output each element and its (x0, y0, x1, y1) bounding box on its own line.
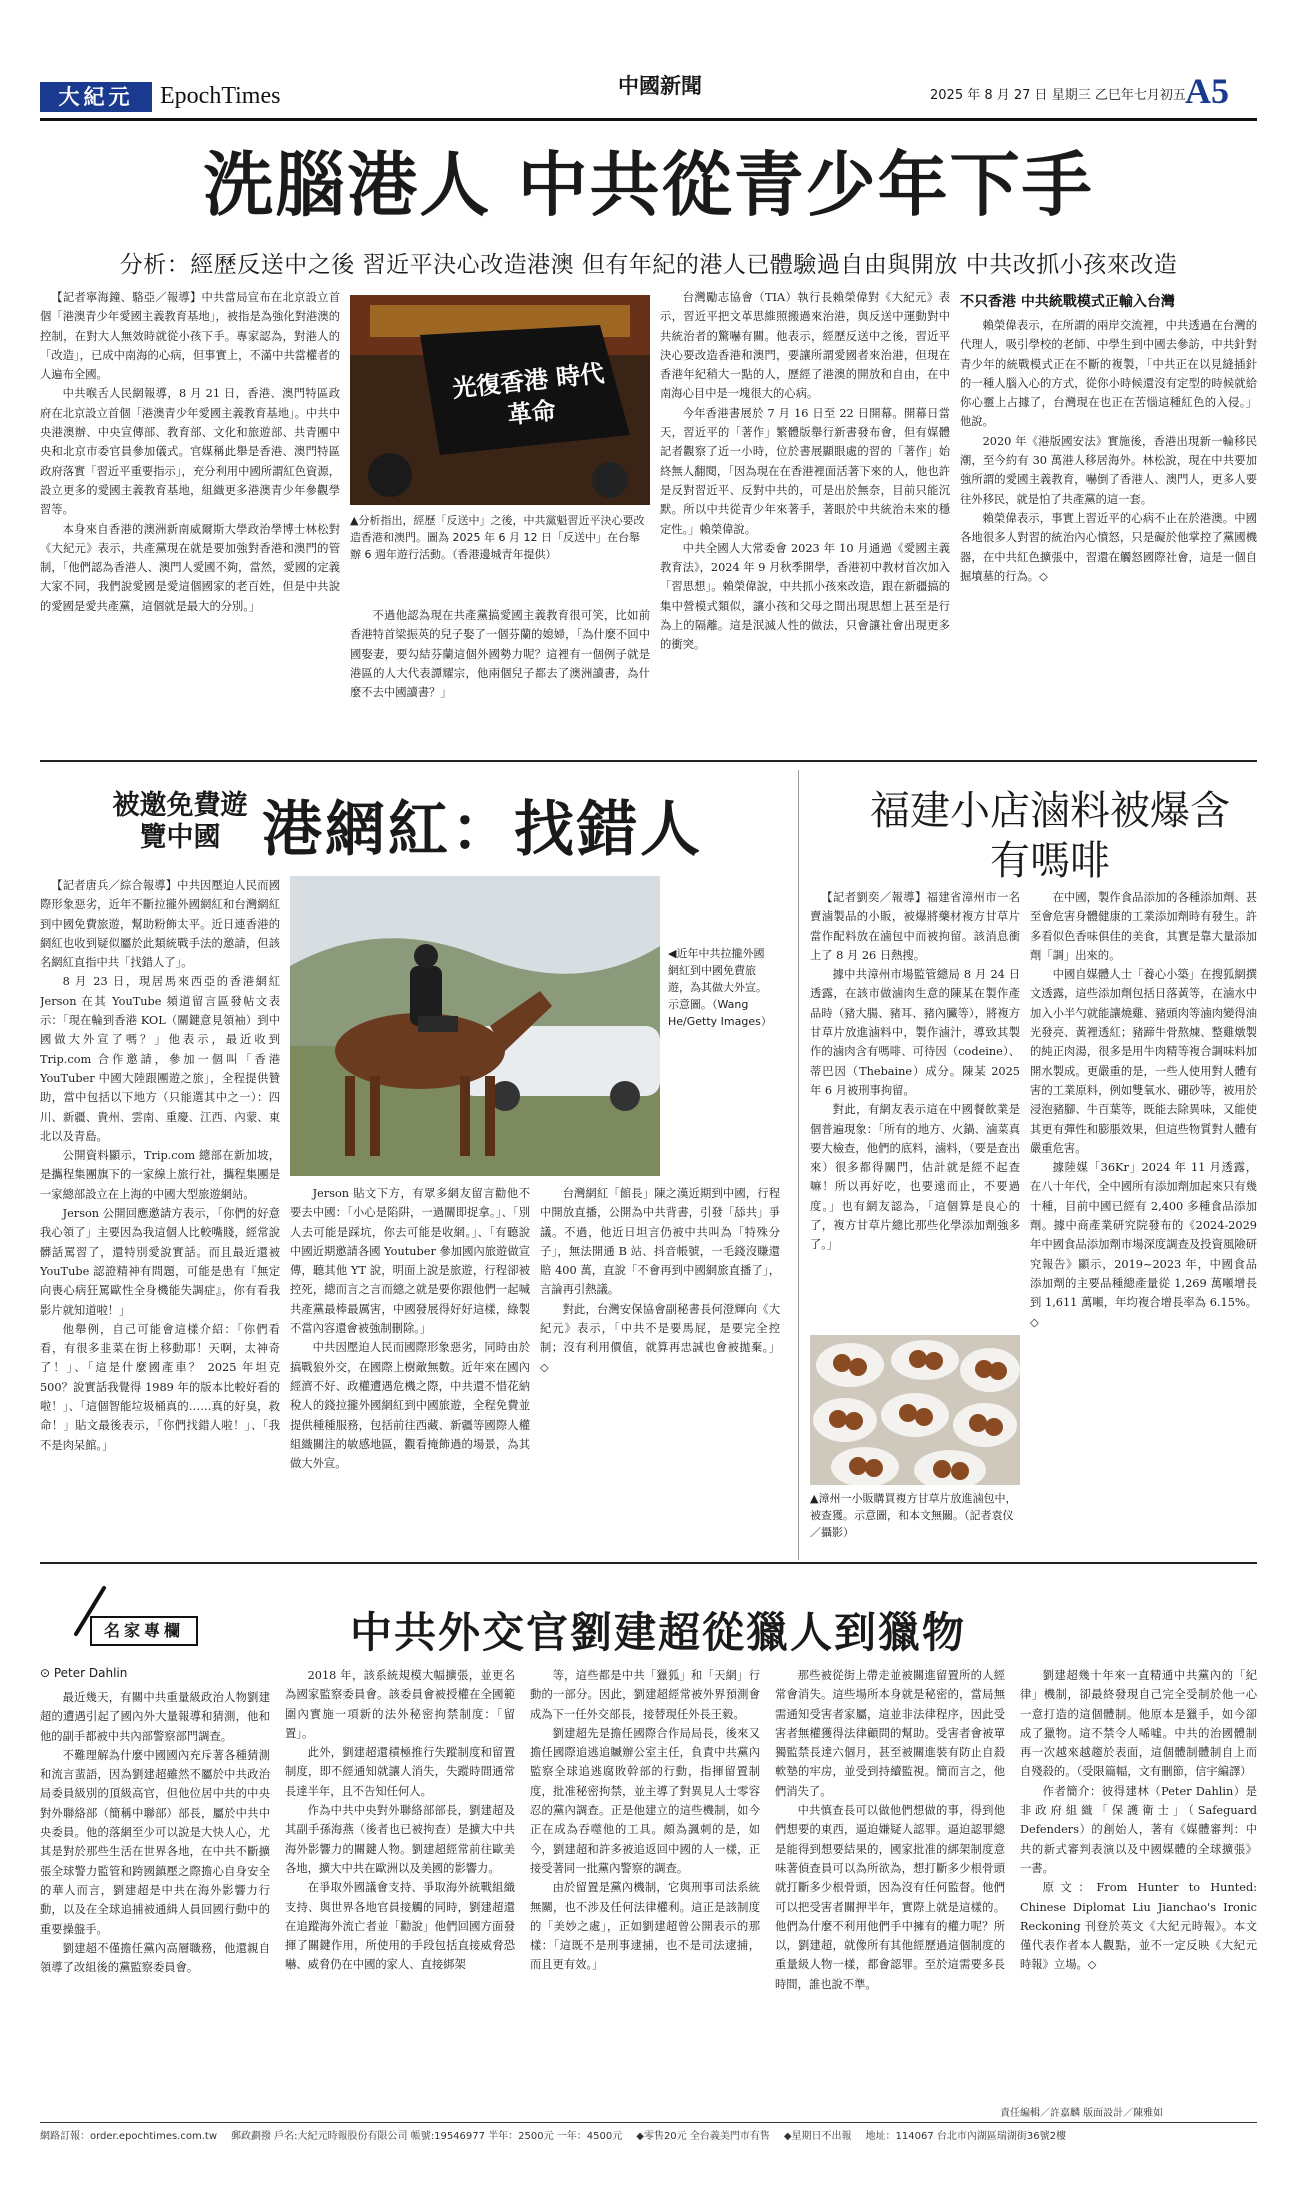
paragraph: 對此，有網友表示這在中國餐飲業是個普遍現象：「所有的地方、火鍋、滷菜真要大檢查，他們的底料，滷料，（要是查出來）很多都得關門，估計就是經不起查嘛！所以再好吃，也要遠而止，不要過度。」也有網友認為，「這個算是良心的了，複方甘草片總比那些化學添加劑強多了。」 (810, 1103, 1020, 1252)
paragraph: 作為中共中央對外聯絡部部長，劉建超及其副手孫海燕（後者也已被拘查）是擴大中共海外影響力的關鍵人物。劉建超經常前往歐美各地，擴大中共在歐洲以及美國的影響力。 (285, 1804, 515, 1875)
paragraph: 在中國，製作食品添加的各種添加劑、甚至會危害身體健康的工業添加劑時有發生。許多看似色香味俱佳的美食，其實是靠大量添加劑「調」出來的。 (1030, 891, 1257, 962)
paragraph: 劉建超幾十年來一直精通中共黨內的「紀律」機制，卻最終發現自己完全受制於他一心一意打造的這個體制。他原本是獵手，如今卻成了獵物。這不禁令人唏噓。中共的治國體制再一次越來越趨於表面，這個體制體制自上而自殘殺的。（受限篇幅，文有刪節，信宇編譯） (1020, 1669, 1257, 1779)
horse-rider-photo (290, 876, 660, 1176)
column-col-1 (40, 1688, 270, 2098)
paragraph: 本身來自香港的澳洲新南威爾斯大學政治學博士林松對《大紀元》表示，共產黨現在就是要加強對香港和澳門的管制，「他們認為香港人、澳門人愛國不夠，當然，愛國的定義大家不同，我們說愛國是愛這個國家的老百姓，但是中共說的愛國是愛共產黨，這個就是最大的分別。」 (40, 522, 340, 613)
paragraph: 中共喉舌人民網報導，8 月 21 日，香港、澳門特區政府在北京設立首個「港澳青少年愛國主義教育基地」。中共中央港澳辦、中央宣傳部、教育部、文化和旅遊部、共青團中央和北京市委官員參加儀式。官媒稱此舉是香港、澳門特區政府落實「習近平重要指示」，充分利用中國所謂紅色資源，設立更多的愛國主義教育基地，組織更多港澳青少年參觀學習等。 (40, 387, 340, 517)
footer-postal: 郵政劃撥 戶名:大紀元時報股份有限公司 帳號:19546977 半年：2500元 一年：4500元 (231, 2131, 623, 2142)
paragraph: 不過他認為現在共產黨搞愛國主義教育很可笑，比如前香港特首梁振英的兒子娶了一個芬蘭的媳婦，「為什麼不回中國娶妻，要勾結芬蘭這個外國勢力呢？這裡有一個例子就是港區的人大代表譚耀宗，他兩個兒子都去了澳洲讀書，為什麼不去中國讀書？」 (350, 609, 650, 700)
story1-headline: 洗腦港人 中共從青少年下手 (203, 144, 1094, 226)
story2-kicker: 被邀免費遊覽中國 (112, 790, 248, 853)
story1-column-3 (660, 288, 950, 752)
paragraph: 中共因壓迫人民而國際形象惡劣，同時由於搞戰狼外交，在國際上樹敵無數。近年來在國內經濟不好、政權遭遇危機之際，中共還不惜花納稅人的錢拉攏外國網紅到中國旅遊，全程免費並提供種種服務，包括前往西藏、新疆等國際人權組織關注的敏感地區，觀看掩飾過的場景，為其做大外宣。 (290, 1341, 530, 1471)
paragraph: 賴榮偉表示，在所謂的兩岸交流裡，中共透過在台灣的代理人，吸引學校的老師、中學生到中國去參訪，中共針對青少年的統戰模式正在不斷的複製，「中共正在以見縫插針的一種人腦入心的方式，從你小時候還沒有定型的時候就給你心靈上占據了，台灣現在也正在苦惱這種紅色的入侵。」他說。 (960, 319, 1257, 429)
paragraph: 中共全國人大常委會 2023 年 10 月通過《愛國主義教育法》，2024 年 9 月秋季開學，香港初中教材首次加入「習思想」。賴榮偉說，中共抓小孩來改造，跟在新疆搞的集中營模式類似，讓小孩和父母之間出現思想上甚至是行為上的隔離。這是泯滅人性的做法，只會讓社會出現更多的衝突。 (660, 541, 950, 652)
paragraph: 公開資料顯示，Trip.com 總部在新加坡，是攜程集團旗下的一家線上旅行社，攜程集團是一家總部設立在上海的中國大型旅遊網站。 (40, 1149, 280, 1201)
paragraph: 台灣勵志協會（TIA）執行長賴榮偉對《大紀元》表示，習近平把文革思維照搬過來治港，與反送中運動對中共統治者的驚嚇有關。他表示，經歷反送中之後，習近平決心要改造香港和澳門，要讓所謂愛國者來治港，但現在香港年紀稍大一點的人，歷經了港澳的開放和自由，在中南海心目中是一塊很大的心病。 (660, 291, 950, 401)
story2-photo (290, 876, 660, 1176)
issue-date: 2025 年 8 月 27 日 星期三 乙巳年七月初五 (930, 88, 1186, 103)
page-number: A5 (1185, 71, 1229, 111)
column-col-5 (1020, 1666, 1257, 2098)
column-col-4 (775, 1666, 1005, 2098)
footer-schedule: ◆星期日不出報 (783, 2131, 852, 2142)
footer-subscribe-url[interactable]: 網路訂報：order.epochtimes.com.tw (40, 2131, 217, 2142)
column-headline: 中共外交官劉建超從獵人到獵物 (350, 1608, 967, 1657)
logo: 大紀元 (40, 82, 152, 112)
section-divider (40, 760, 1257, 762)
paragraph: 對此，台灣安保協會副秘書長何澄輝向《大紀元》表示，「中共不是要馬屁，是要完全控制；沒有利用價值，就算再忠誠也會被拋棄。」◇ (540, 1302, 780, 1374)
paragraph: Jerson 公開回應邀請方表示，「你們的好意我心領了」主要因為我這個人比較嘴賤，經常說髒話罵習了，還特別愛說實話。而且最近還被 YouTube 認證精神有問題，可能是患有『無定向喪心病狂罵歐性全身機能失調症』，你有看我影片就知道啦！」 (40, 1207, 280, 1317)
flag-slogan: 光復香港 時代革命 (451, 359, 606, 430)
column-tag: 名家專欄 (90, 1616, 198, 1646)
story2-column-2 (290, 1184, 530, 1552)
paragraph: 由於留置是黨內機制，它與刑事司法系統無關，也不涉及任何法律權利。這正是該制度的「美妙之處」，正如劉建超曾公開表示的那樣：「這既不是刑事逮捕，也不是司法逮捕，而且更有效。」 (530, 1881, 760, 1972)
story1-column-4 (960, 288, 1257, 752)
story3-photo (810, 1335, 1020, 1485)
paragraph: 那些被從街上帶走並被關進留置所的人經常會消失。這些場所本身就是秘密的，當局無需通知受害者家屬，這並非法律程序，因此受害者無權獲得法律顧問的幫助。受害者會被單獨監禁長達六個月，甚至被關進裝有防止自殺軟墊的牢房，並受到持續監視。簡而言之，他們消失了。 (775, 1669, 1005, 1798)
story2-column-3 (540, 1184, 780, 1552)
paragraph: 作者簡介：彼得建林（Peter Dahlin）是非政府組織「保護衛士」（Safeguard Defenders）的創始人，著有《媒體審判：中共的新式審判表演以及中國媒體的全球擴張》一書。 (1020, 1784, 1257, 1875)
paragraph: 中國自媒體人士「養心小築」在搜狐網撰文透露，這些添加劑包括日落黃等，在滷水中加入小半勺就能讓燒雞、豬頭肉等滷肉變得油光發亮、黃裡透紅；豬蹄牛骨熬煉、整雞燉製的純正肉湯，很多是用牛肉精等複合調味料加開水製成。更嚴重的是，一些人使用對人體有害的工業原料，例如雙氧水、硼砂等，被用於浸泡豬腳、牛百葉等，既能去除異味，又能使其更有彈性和膨脹效果，但這些物質對人體有嚴重危害。 (1030, 968, 1257, 1155)
paragraph: 台灣網紅「館長」陳之漢近期到中國，行程中開放直播，公開為中共背書，引發「舔共」爭議。不過，他近日坦言仍被中共叫為「特殊分子」，無法開通 B 站、抖音帳號，一毛錢沒賺還賠 400 萬，直說「不會再到中國網旅直播了」，言論再引熱議。 (540, 1187, 780, 1297)
paragraph: 最近幾天，有關中共重量級政治人物劉建超的遭遇引起了國內外大量報導和猜測，他和他的副手都被中共內部警察部門調查。 (40, 1691, 270, 1743)
paragraph: 劉建超不僅擔任黨內高層職務，他還親自領導了改組後的黨監察委員會。 (40, 1941, 270, 1975)
section-name: 中國新聞 (618, 74, 702, 98)
paragraph: 原文：From Hunter to Hunted: Chinese Diplomat Liu Jianchao's Ironic Reckoning 刊登於英文《大紀元時報》。本文僅代表作者本人觀點，並不一定反映《大紀元時報》立場。◇ (1020, 1881, 1257, 1972)
paragraph: 他舉例，自己可能會這樣介紹：「你們看看，有很多韭菜在街上移動耶！天啊，太神奇了！」、「這是什麼國產車？ 2025 年坦克 500？說實話我覺得 1989 年的版本比較好看的啦！」、「這個智能垃圾桶真的……真的好臭，救命！」貼文最後表示，「你們找錯人啦！」、「我不是肉呆館。」 (40, 1322, 280, 1452)
story2-headline: 港網紅：找錯人 (262, 795, 703, 865)
section-divider (40, 1562, 1257, 1564)
paragraph: 【記者寧海鐘、駱亞／報導】中共當局宣布在北京設立首個「港澳青少年愛國主義教育基地」，被指是為強化對港澳的控制，在對大人無效時就從小孩下手。專家認為，對港人的「改造」，已成中南海的心病，但事實上，不滿中共當權者的人遍布全國。 (40, 291, 340, 382)
story1-column-1 (40, 288, 340, 752)
column-col-3 (530, 1666, 760, 2098)
story1-subhead: 分析：經歷反送中之後 習近平決心改造港澳 但有年紀的港人已體驗過自由與開放 中共改抓小孩來改造 (119, 252, 1178, 278)
masthead-rule (40, 118, 1257, 121)
section-heading: 不只香港 中共統戰模式正輸入台灣 (960, 294, 1175, 310)
paragraph: 今年香港書展於 7 月 16 日至 22 日開幕。開幕日當天，習近平的「著作」繁體版舉行新書發布會，但有媒體記者觀察了近一小時，位於書展顯眼處的習的「著作」始終無人翻閱，「因為現在在香港裡面活著下來的人，他也許是反對習近平、反對中共的，可是出於無奈，目前只能沉默。所以中共從青少年來著手，著眼於中共統治未來的穩定性。」賴榮偉說。 (660, 406, 950, 536)
story2-column-1 (40, 876, 280, 1552)
footer-retail: ◆零售20元 全台義美門市有售 (636, 2131, 770, 2142)
paragraph: 據陸媒「36Kr」2024 年 11 月透露，在八十年代，全中國所有添加劑加起來只有幾十種，目前中國已經有 2,400 多種食品添加劑。據中商產業研究院發布的《2024-2029 年中國食品添加劑市場深度調查及投資風險研究報告》顯示，2019~2023 年，中國食品添加劑的主要品種總產量從 1,269 萬噸增長到 1,611 萬噸，年均複合增長率為 6.15%。◇ (1030, 1161, 1257, 1329)
paragraph: 2020 年《港版國安法》實施後，香港出現新一輪移民潮，至今約有 30 萬港人移居海外。林松說，現在中共要加強所謂的愛國主義教育，嚇倒了香港人、澳門人，更多人要往外移民，就是怕了共產黨的這一套。 (960, 434, 1257, 506)
story3-photo-caption: ▲漳州一小販購買複方甘草片放進滷包中，被查獲。示意圖，和本文無關。（記者袁仪／攝影） (810, 1492, 1017, 1539)
story3-column-2 (1030, 888, 1257, 1552)
column-divider (798, 770, 799, 1560)
paragraph: 8 月 23 日，現居馬來西亞的香港網紅 Jerson 在其 YouTube 頻道留言區發帖文表示：「現在輪到香港 KOL（關鍵意見領袖）到中國做大外宣了嗎？」他表示，最近收到 Trip.com 合作邀請，參加一個叫「香港 YouTuber 中國大陸跟團遊之旅」，全程提供贊助，當中包括以下地方（只能選其中之一）：四川、新疆、貴州、雲南、重慶、江西、內蒙、東北以及青島。 (40, 975, 280, 1143)
paragraph: 據中共漳州市場監管總局 8 月 24 日透露，在該市做滷肉生意的陳某在製作產品時（豬大腸、豬耳、豬內臟等），將複方甘草片放進滷料中，製作滷汁，導致其製作的滷肉含有嗎啡、可待因（codeine）、蒂巴因（Thebaine）成分。陳某 2025 年 6 月被刑事拘留。 (810, 968, 1020, 1097)
paragraph: 2018 年，該系統規模大幅擴張，並更名為國家監察委員會。該委員會被授權在全國範圍內實施一項新的法外秘密拘禁制度：「留置」。 (285, 1669, 515, 1740)
paragraph: 此外，劉建超還積極推行失蹤制度和留置制度，即不經通知就讓人消失，失蹤時間通常長達半年，且不告知任何人。 (285, 1746, 515, 1798)
paragraph: 等，這些都是中共「獵狐」和「天網」行動的一部分。因此，劉建超經常被外界預測會成為下一任外交部長，接替現任外長王毅。 (530, 1669, 760, 1721)
story1-photo-caption: ▲分析指出，經歷「反送中」之後，中共黨魁習近平決心要改造香港和澳門。圖為 2025 年 6 月 12 日「反送中」在台舉辦 6 週年遊行活動。（香港邊城青年提供） (350, 514, 645, 561)
paragraph: 中共慎查長可以做他們想做的事，得到他們想要的東西，逼迫嫌疑人認罪。逼迫認罪總是能得到想要結果的，國家批准的綁架制度意味著偵查員可以為所欲為，想打斷多少根骨頭就打斷多少根骨頭，因為沒有任何監督。他們可以把受害者關押半年，實際上就是這樣的。他們為什麼不利用他們手中擁有的權力呢？所以，劉建超，就像所有其他經歷過這個制度的重量級人物一樣，都會認罪。至於這需要多長時間，誰也說不準。 (775, 1804, 1005, 1991)
story3-headline: 福建小店滷料被爆含有嗎啡 (870, 788, 1230, 884)
footer-address: 地址：114067 台北市內湖區瑞湖街36號2樓 (865, 2131, 1066, 2142)
paragraph: 劉建超先是擔任國際合作局局長，後來又擔任國際追逃追贓辦公室主任，負責中共黨內監察全球追逃腐敗幹部的行動，指揮留置制度，批准秘密拘禁，並主導了對異見人士零容忍的黨內調查。正是他建立的這些機制，如今正在成為吞噬他的工具。頗為諷刺的是，如今，劉建超和許多被追返回中國的人一樣，正接受著同一批黨內警察的調查。 (530, 1726, 760, 1875)
story2-photo-caption: ◀近年中共拉攏外國網紅到中國免費旅遊，為其做大外宣。示意圖。（Wang He/Getty Images） (668, 947, 772, 1028)
paragraph: 在爭取外國議會支持、爭取海外統戰組織支持、與世界各地官員接觸的同時，劉建超還在追蹤海外流亡者並「勸說」他們回國方面發揮了關鍵作用，所使用的手段包括直接威脅恐嚇、威脅仍在中國的家人、直接綁架 (285, 1881, 515, 1972)
braised-food-photo (810, 1335, 1020, 1485)
story1-column-2 (350, 606, 650, 752)
paragraph: 【記者劉奕／報導】福建省漳州市一名賣滷製品的小販，被爆將藥材複方甘草片當作配料放在滷包中而被拘留。該消息衝上了 8 月 26 日熱搜。 (810, 891, 1020, 962)
story1-photo (350, 295, 650, 505)
paragraph: 賴榮偉表示，事實上習近平的心病不止在於港澳。中國各地很多人對習的統治內心憤怒，只是礙於他掌控了黨國機器，在中共紅色擴張中，習還在觸怒國際社會，這是一個自掘墳墓的行為。◇ (960, 511, 1257, 583)
column-author: ⊙ Peter Dahlin (40, 1666, 128, 1680)
footer-bar (40, 2122, 1257, 2142)
column-col-2 (285, 1666, 515, 2098)
editor-credits: 責任編輯／許嘉麟 版面設計／陳雅如 (1000, 2108, 1164, 2119)
paragraph: Jerson 貼文下方，有眾多網友留言勸他不要去中國：「小心是陷阱，一過關即捉拿。」、「別人去可能是踩坑，你去可能是收網。」、「有聽說中國近期邀請各國 Youtuber 參加國內旅遊做宣傳，聽其他 YT 說，明面上說是旅遊，行程卻被控死，總而言之言而總之就是要你跟他們一起喊共產黨最棒最厲害，中國發展得好好這樣，綠製不當內容還會被強制刪除。」 (290, 1187, 530, 1336)
logo-wordmark: EpochTimes (160, 83, 281, 109)
story3-column-1 (810, 888, 1020, 1328)
paragraph: 【記者唐兵／綜合報導】中共因壓迫人民而國際形象惡劣，近年不斷拉攏外國網紅和台灣網紅到中國免費旅遊，幫助粉飾太平。近日連香港的網紅也收到疑似屬於此類統戰手法的邀請，但該名網紅直指中共「找錯人了」。 (40, 879, 280, 970)
paragraph: 不難理解為什麼中國國內充斥著各種猜測和流言蜚語，因為劉建超雖然不屬於中共政治局委員級別的頂級高官，但他位居中共的中央對外聯絡部（簡稱中聯部）部長，屬於中共中央委員。他的落網至少可以說是大快人心，尤其是對於那些生活在世界各地，在中共不斷擴張全球警力監管和跨國鎮壓之際擔心自身安全的華人而言，劉建超是中共在海外影響力行動，以及在全球追捕被通緝人員回國行動中的重要操盤手。 (40, 1748, 270, 1936)
